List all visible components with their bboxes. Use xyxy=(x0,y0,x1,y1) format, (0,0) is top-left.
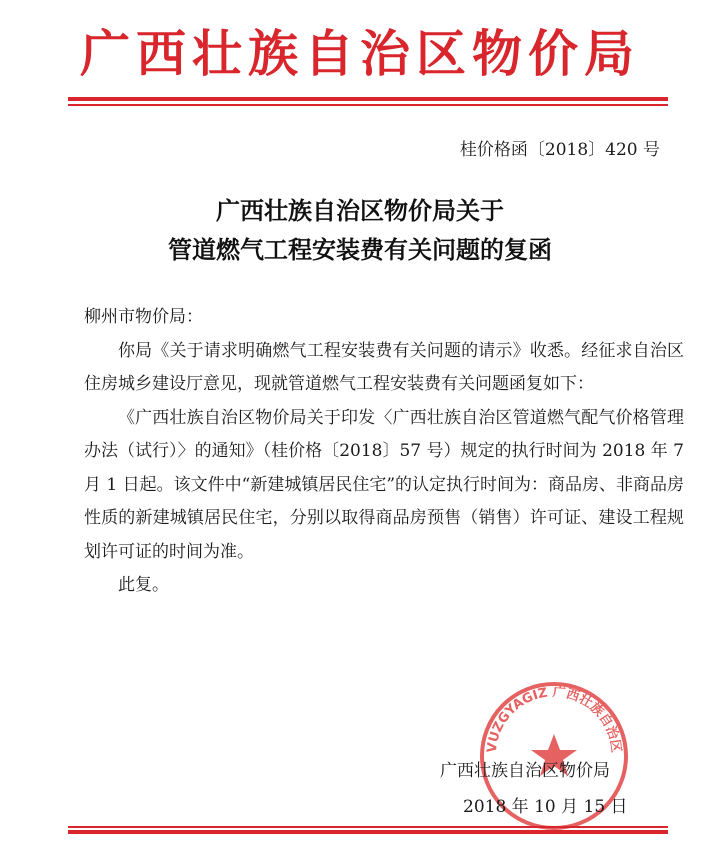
salutation: 柳州市物价局： xyxy=(84,307,203,327)
signature-org: 广西壮族自治区物价局 xyxy=(440,761,610,781)
document-body xyxy=(84,301,684,603)
signature-date: 2018 年 10 月 15 日 xyxy=(463,797,628,817)
footer-red-line-thin xyxy=(68,826,668,828)
letterhead-red-line xyxy=(68,97,668,101)
document-title-line-2: 管道燃气工程安装费有关问题的复函 xyxy=(168,236,552,264)
document-number: 桂价格函〔2018〕420 号 xyxy=(459,140,660,160)
document-title-line-1: 广西壮族自治区物价局关于 xyxy=(216,197,504,225)
letterhead-org-name: 广西壮族自治区物价局 xyxy=(80,25,640,83)
footer-red-line xyxy=(68,830,668,834)
seal-text: VUZGYAGIZ 广西壮族自治区 xyxy=(484,685,624,754)
body-paragraph-2: 《广西壮族自治区物价局关于印发〈广西壮族自治区管道燃气配气价格管理办法（试行）〉的通知》（桂价格〔2018〕57 号）规定的执行时间为 2018 年 7 月 1 日起。该文件中“新建城镇居民住宅”的认定执行时间为：商品房、非商品房性质的新建城镇居民住宅，分别以取得商品房预售（销售）许可证、建设工程规划许可证的时间为准。 xyxy=(84,407,685,562)
closing-remark: 此复。 xyxy=(118,575,169,595)
body-paragraph-1: 你局《关于请求明确燃气工程安装费有关问题的请示》收悉。经征求自治区住房城乡建设厅意见，现就管道燃气工程安装费有关问题函复如下： xyxy=(84,340,684,394)
letterhead-red-line-thin xyxy=(68,104,668,106)
